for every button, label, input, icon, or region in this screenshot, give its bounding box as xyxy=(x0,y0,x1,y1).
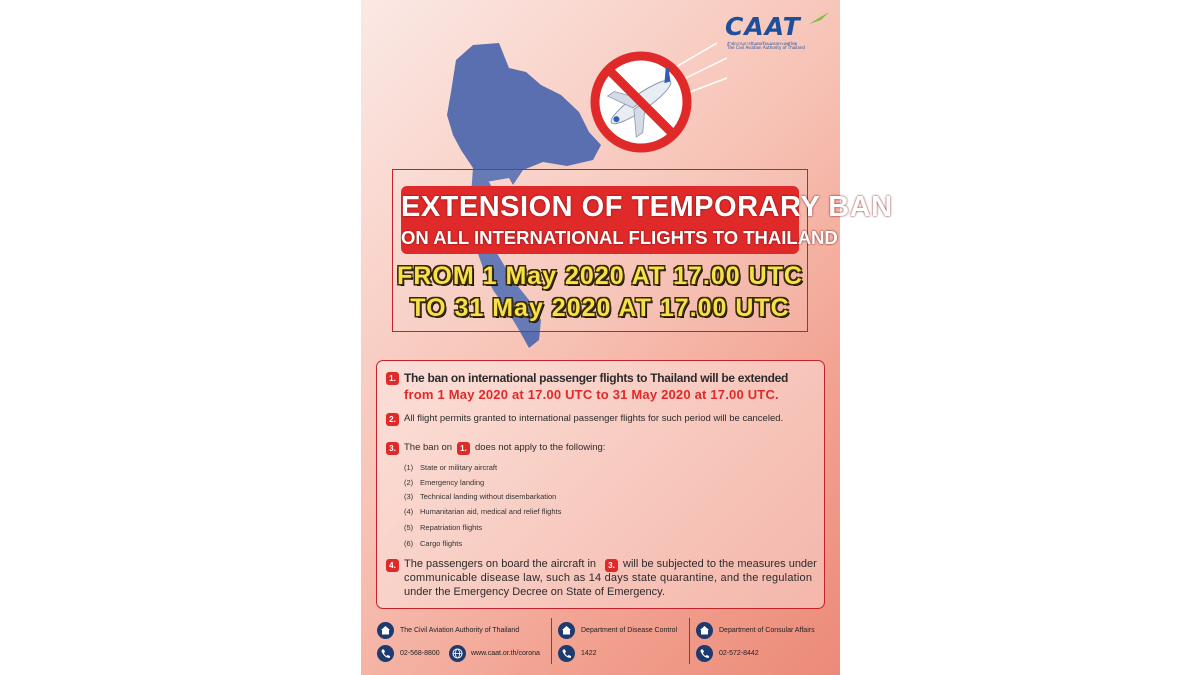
exemption-index: (2) xyxy=(404,478,414,487)
date-from: FROM 1 May 2020 AT 17.00 UTC xyxy=(397,262,803,290)
exemption-index: (5) xyxy=(404,523,414,532)
item-4-text-line3: under the Emergency Decree on State of Emergency. xyxy=(404,586,665,598)
banner-title: EXTENSION OF TEMPORARY BAN xyxy=(401,191,893,223)
exemption-index: (3) xyxy=(404,492,414,501)
item-3-text: The ban on xyxy=(404,442,453,453)
phone-icon xyxy=(696,645,713,662)
item-4-text-cont: will be subjected to the measures under xyxy=(623,558,817,570)
exemption-label: Technical landing without disembarkation xyxy=(420,492,557,501)
exemption-index: (4) xyxy=(404,507,414,516)
exemption-list-item xyxy=(404,478,484,487)
exemption-label: Humanitarian aid, medical and relief flights xyxy=(420,507,562,516)
no-flight-ban-icon xyxy=(587,48,695,156)
logo-brand-text: CAAT xyxy=(725,12,801,41)
announcement-banner xyxy=(392,169,893,332)
footer-org-consular-affairs: Department of Consular Affairs xyxy=(719,627,815,634)
caat-logo xyxy=(725,12,829,52)
footer-org-disease-control: Department of Disease Control xyxy=(581,627,678,634)
item-1-text: The ban on international passenger flights to Thailand will be extended xyxy=(404,371,789,385)
logo-english-subtitle: The Civil Aviation Authority of Thailand xyxy=(727,45,805,50)
exemption-label: State or military aircraft xyxy=(420,463,498,472)
date-to: TO 31 May 2020 AT 17.00 UTC xyxy=(410,294,790,322)
details-panel xyxy=(376,360,825,609)
item-3-text-end: does not apply to the following: xyxy=(475,442,606,453)
banner-subtitle: ON ALL INTERNATIONAL FLIGHTS TO THAILAND xyxy=(401,227,838,248)
banner-title-block xyxy=(401,186,893,254)
exemption-index: (6) xyxy=(404,539,414,548)
footer-phone-disease-control: 1422 xyxy=(581,650,597,657)
phone-icon xyxy=(377,645,394,662)
home-icon xyxy=(558,622,575,639)
item-2-text: All flight permits granted to international passenger flights for such period will be canceled. xyxy=(404,413,784,424)
item-1-dates: from 1 May 2020 at 17.00 UTC to 31 May 2020 at 17.00 UTC. xyxy=(404,387,779,402)
footer-website-link[interactable]: www.caat.or.th/corona xyxy=(471,650,540,657)
footer-divider xyxy=(689,618,690,664)
contact-footer xyxy=(361,614,840,675)
logo-swoosh-icon xyxy=(809,12,829,26)
home-icon xyxy=(377,622,394,639)
logo-thai-subtitle: สำนักงานการบินพลเรือนแห่งประเทศไทย xyxy=(727,41,798,46)
home-icon xyxy=(696,622,713,639)
exemption-label: Repatriation flights xyxy=(420,523,483,532)
footer-phone-consular-affairs: 02-572-8442 xyxy=(719,650,759,657)
item-number-4: 4. xyxy=(386,559,399,572)
item-3-reference-badge: 1. xyxy=(457,442,470,455)
phone-icon xyxy=(558,645,575,662)
item-4-reference-badge: 3. xyxy=(605,559,618,572)
exemption-list-item xyxy=(404,523,482,532)
footer-divider xyxy=(551,618,552,664)
exemption-list-item xyxy=(404,463,497,472)
exemption-list-item xyxy=(404,492,556,501)
exemption-index: (1) xyxy=(404,463,414,472)
item-4-text-line2: communicable disease law, such as 14 days state quarantine, and the regulation xyxy=(404,572,813,584)
item-number-3: 3. xyxy=(386,442,399,455)
globe-icon xyxy=(449,645,466,662)
item-number-2: 2. xyxy=(386,413,399,426)
exemption-label: Emergency landing xyxy=(420,478,485,487)
footer-org-caat: The Civil Aviation Authority of Thailand xyxy=(400,627,520,634)
exemption-label: Cargo flights xyxy=(420,539,463,548)
poster xyxy=(361,0,893,675)
footer-phone-caat: 02-568-8800 xyxy=(400,650,440,657)
exemption-list-item xyxy=(404,507,561,516)
exemption-list-item xyxy=(404,539,462,548)
item-4-text: The passengers on board the aircraft in xyxy=(404,558,597,570)
item-number-1: 1. xyxy=(386,372,399,385)
